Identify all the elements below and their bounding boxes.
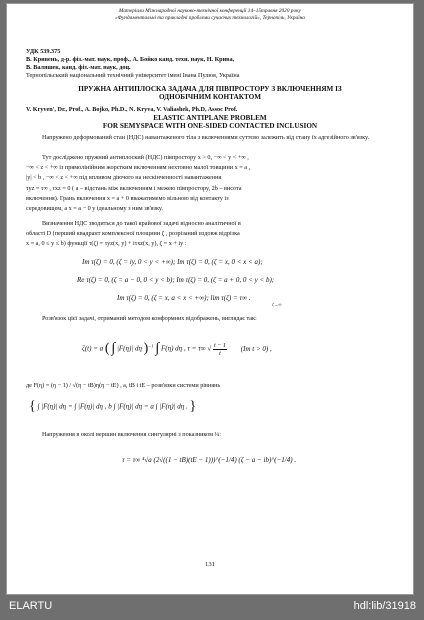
formula-zeta-left: ζ(t) = a xyxy=(82,344,104,353)
paragraph-problem-line3: |y| < b , −∞ < z < +∞ під впливом діючого на нескінченності навантаження xyxy=(26,174,222,181)
paragraph-bvp-line3: x = a, 0 ≤ y ≤ b) функції τ(ζ) = τyz(x, y) + iτxz(x, y), ζ = x + iy : xyxy=(26,240,187,247)
formula-zeta: ζ(t) = a ( ∫ |F(η)| dη )$^{-1}$ ∫ F(η) dη , τ = τ∞ √ $\frac{t - 1}{t}$ (Im t > 0) , xyxy=(82,341,272,357)
paragraph-problem-line1: Тут досліджено пружний антиплоский (НДС) півпростору x > 0, −∞ < y < +∞ , xyxy=(42,154,249,161)
affiliation: Тернопільський національний технічний університет імені Івана Пулюя, Україна xyxy=(26,72,240,79)
title-en-line1: ELASTIC ANTIPLANE PROBLEM xyxy=(153,114,267,122)
footer-left-label: ELARTU xyxy=(9,600,53,612)
paragraph-bvp-line2: області D (перший квадрант комплексної площини ζ , розрізаний вздовж відрізка xyxy=(26,230,240,237)
paragraph-problem-line4: τyz = τ∞ , τxz = 0 ( a – відстань між включенням і межею півпростору, 2b – висота xyxy=(26,185,242,192)
right-brace-icon: } xyxy=(189,399,197,414)
conference-header-line2: «Фундаментальні та прикладні проблеми сучасних технологій», Тернопіль, Україна xyxy=(115,14,305,21)
left-paren-icon: ( xyxy=(104,341,110,356)
paragraph-definitions: де F(η) = (η − 1) / √(η − tB)η(η − tE) , а, tB і tE – розв'язки системи рівнянь xyxy=(26,382,221,389)
paragraph-bvp-line1: Визначення НДС зводиться до такої крайової задачі відносно аналітичної в xyxy=(42,220,241,227)
integral-icon: ∫ xyxy=(111,341,116,356)
paragraph-solution: Розв'язок цієї задачі, отриманий методом конформних відображень, виглядає так: xyxy=(42,315,257,322)
boundary-condition-2: Re τ(ζ) = 0, (ζ = a − 0, 0 < y < b); Im τ(ζ) = 0, (ζ = a + 0, 0 < y < b); xyxy=(77,276,275,284)
formula-stress: τ = τ∞ ⁴√a (2√((1 − tB)(tE − 1)))^(−1/4) (ζ − a − ib)^(−1/4) . xyxy=(122,456,297,464)
conference-header-line1: Матеріали Міжнародної науково-технічної конференції 14–15травня 2020 року xyxy=(119,8,301,14)
footer-handle: hdl:lib/31918 xyxy=(353,600,416,612)
title-en-line2: FOR SEMYSPACE WITH ONE-SIDED CONTACTED INCLUSION xyxy=(102,122,318,130)
right-paren-icon: ) xyxy=(143,341,149,356)
udc-code: УДК 539.375 xyxy=(26,48,61,55)
authors-en: V. Kryven', Dr., Prof., A. Bojko, Ph.D., N. Kryva, V. Valiashek, Ph.D, Assoc Prof. xyxy=(26,106,238,113)
left-brace-icon: { xyxy=(29,399,36,414)
sqrt-numerator: t − 1 xyxy=(213,341,227,349)
title-ua-line2: ОДНОБІЧНИМ КОНТАКТОМ xyxy=(158,93,262,101)
title-ua-line1: ПРУЖНА АНТИПЛОСКА ЗАДАЧА ДЛЯ ПІВПРОСТОРУ З ВКЛЮЧЕННЯМ ІЗ xyxy=(78,85,342,93)
paragraph-problem-line2: −∞ < z < +∞ із прямолінійним жорстким включенням нехтовно малої товщини x = a , xyxy=(26,164,251,171)
authors-ua-line2: В. Валяшек, канд. фіз.-мат. наук, доц. xyxy=(26,64,131,71)
integral-icon-2: ∫ xyxy=(155,341,160,356)
sqrt-icon: √ xyxy=(207,344,212,353)
sqrt-fraction xyxy=(213,342,227,357)
boundary-condition-3: Im τ(ζ) = 0, (ζ = x, a < x < +∞); lim τ(ζ) = τ∞ . xyxy=(117,294,251,302)
system-of-equations xyxy=(29,399,196,415)
authors-ua-line1: В. Кривень, д-р. фіз.-мат. наук, проф., А. Бойко канд. техн. наук, Н. Крива, xyxy=(26,56,235,63)
formula-zeta-mid: |F(η)| dη xyxy=(116,344,142,353)
document-page xyxy=(6,3,414,595)
paragraph-problem-line5: включення). Грань включення x = a + 0 вважатимемо вільною від контакту із xyxy=(26,195,229,202)
paragraph-singularity: Напруження в околі вершин включення сингулярні з показником ¼: xyxy=(42,431,221,438)
system-body: ∫ |F(η)| dη = ∫ |F(η)| dη , b ∫ |F(η)| dη = a ∫ |F(η)| dη . xyxy=(37,402,188,411)
page-number: 131 xyxy=(205,561,215,568)
formula-zeta-int: F(η) dη , τ = τ∞ xyxy=(160,344,206,353)
formula-zeta-condition: (Im t > 0) , xyxy=(240,344,272,353)
paragraph-problem-line6: середовищем, а x = a − 0 у ідеальному з ним зв'язку. xyxy=(26,205,163,212)
boundary-condition-1: Im τ(ζ) = 0, (ζ = iy, 0 < y < +∞); Im τ(ζ) = 0, (ζ = x, 0 < x < a); xyxy=(82,258,263,266)
sqrt-denominator: t xyxy=(219,349,221,357)
limit-subscript: ζ→∞ xyxy=(272,302,282,307)
paragraph-intro: Напружено деформований стан (НДС) навантаженого тіла з включеннями суттєво залежить від стану їх адгезійного зв'язку. xyxy=(42,134,370,141)
